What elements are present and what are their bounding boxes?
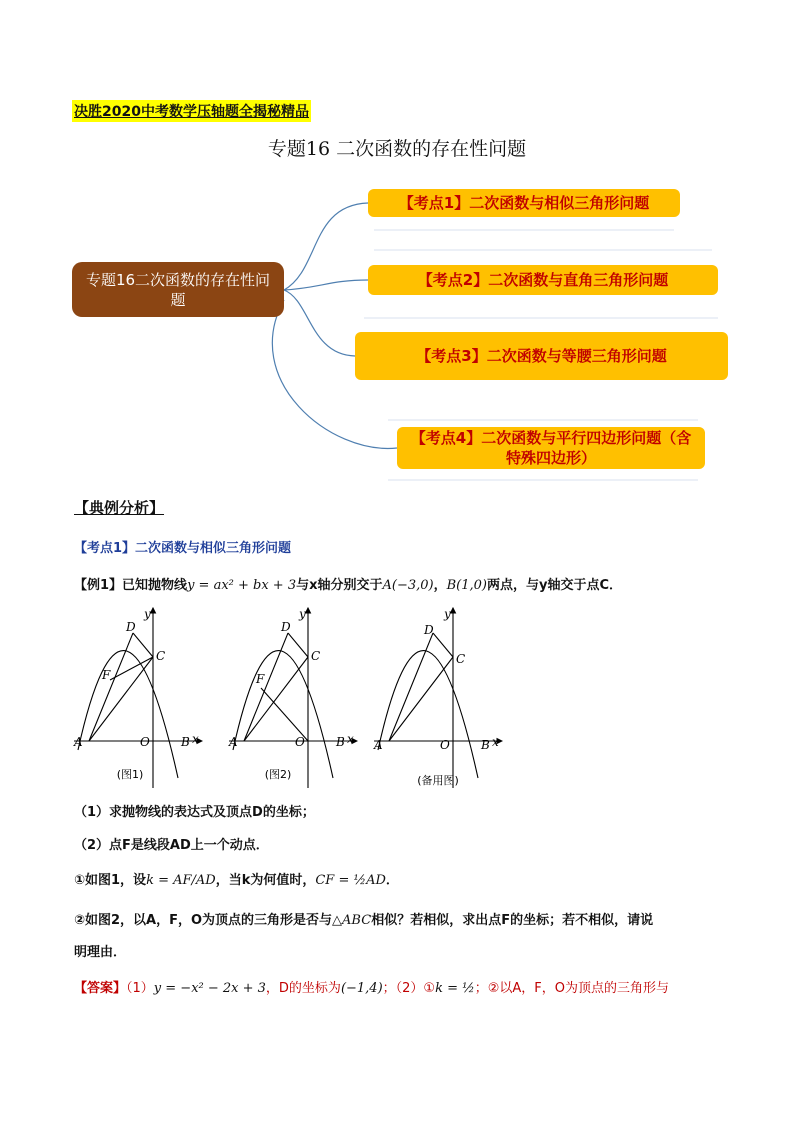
node-label: 【考点3】二次函数与等腰三角形问题 [416, 347, 667, 365]
banner-title: 决胜2020中考数学压轴题全揭秘精品 [72, 100, 311, 122]
triangle-abc: △ABC [332, 913, 372, 928]
label-o: O [295, 735, 305, 749]
label-d: D [126, 620, 136, 634]
point-b: B(1,0) [446, 578, 487, 593]
label-d: D [424, 623, 434, 637]
label-a: A [74, 735, 83, 749]
question-text: 相似？若相似，求出点F的坐标；若不相似，请说 [371, 913, 654, 928]
example-statement [74, 574, 622, 593]
label-b: B [336, 735, 345, 749]
label-o: O [140, 735, 150, 749]
mindmap-node-2 [368, 265, 718, 295]
node-label: 【考点4】二次函数与平行四边形问题（含特殊四边形） [410, 429, 692, 467]
point-a: A(−3,0) [382, 578, 434, 593]
label-c: C [156, 649, 166, 663]
label-c: C [456, 652, 466, 666]
figure-3 [374, 608, 502, 788]
node-label: 【考点2】二次函数与直角三角形问题 [417, 271, 669, 289]
label-y: y [144, 607, 151, 621]
answer-text: （1） [126, 981, 154, 996]
figure-caption: (图1) [116, 768, 144, 781]
example-text: 已知抛物线 [122, 578, 188, 593]
cf-condition: CF = ½AD [315, 873, 386, 888]
figure-2 [229, 608, 357, 788]
answer-vertex: (−1,4) [340, 981, 383, 996]
example-text: 与x轴分别交于 [296, 578, 383, 593]
answer-text: ，D的坐标为 [265, 981, 341, 996]
label-y: y [444, 607, 451, 621]
question-2a [74, 869, 399, 888]
figures [60, 598, 520, 798]
question-text: ②如图2，以A，F，O为顶点的三角形是否与 [74, 913, 333, 928]
mindmap-node-3 [355, 332, 728, 380]
page-title: 专题16 二次函数的存在性问题 [267, 138, 527, 160]
label-o: O [440, 738, 450, 752]
question-2b-cont: 明理由． [74, 945, 127, 960]
label-x: x [347, 732, 354, 746]
figure-1 [74, 608, 202, 788]
label-x: x [192, 732, 199, 746]
section-heading: 【典例分析】 [74, 499, 165, 517]
figure-caption: (图2) [264, 768, 292, 781]
answer-text: ；（2）① [382, 981, 436, 996]
question-text: ①如图1，设 [74, 873, 147, 888]
answer-line [74, 977, 669, 996]
mindmap-node-1 [368, 189, 680, 217]
question-text: ． [385, 873, 399, 888]
mindmap-node-4 [397, 427, 705, 469]
label-a: A [374, 738, 383, 752]
example-tag: 【例1】 [74, 578, 123, 593]
answer-text: ；②以A，F，O为顶点的三角形与 [474, 981, 669, 996]
label-f: F [102, 668, 111, 682]
example-text: 两点，与y轴交于点C． [487, 578, 623, 593]
label-b: B [481, 738, 490, 752]
separator: ， [433, 578, 447, 593]
label-a: A [229, 735, 238, 749]
label-b: B [181, 735, 190, 749]
mindmap-connectors [0, 0, 794, 500]
question-2b [74, 909, 653, 928]
question-text: ，当k为何值时， [215, 873, 316, 888]
label-c: C [311, 649, 321, 663]
figure-caption: (备用图) [417, 774, 459, 787]
label-x: x [492, 735, 499, 749]
answer-equation: y = −x² − 2x + 3 [153, 981, 266, 996]
answer-tag: 【答案】 [74, 981, 127, 996]
kaodian-heading: 【考点1】二次函数与相似三角形问题 [74, 541, 292, 556]
k-ratio: k = AF/AD [146, 873, 216, 888]
label-f: F [256, 672, 265, 686]
mindmap-central-node [72, 262, 284, 317]
node-label: 【考点1】二次函数与相似三角形问题 [398, 194, 650, 212]
question-1: （1）求抛物线的表达式及顶点D的坐标； [74, 805, 315, 820]
parabola-formula: y = ax² + bx + 3 [187, 578, 297, 593]
answer-k: k = ½ [435, 981, 475, 996]
central-label: 专题16二次函数的存在性问题 [85, 270, 271, 309]
label-y: y [299, 607, 306, 621]
question-2: （2）点F是线段AD上一个动点． [74, 838, 269, 853]
label-d: D [281, 620, 291, 634]
